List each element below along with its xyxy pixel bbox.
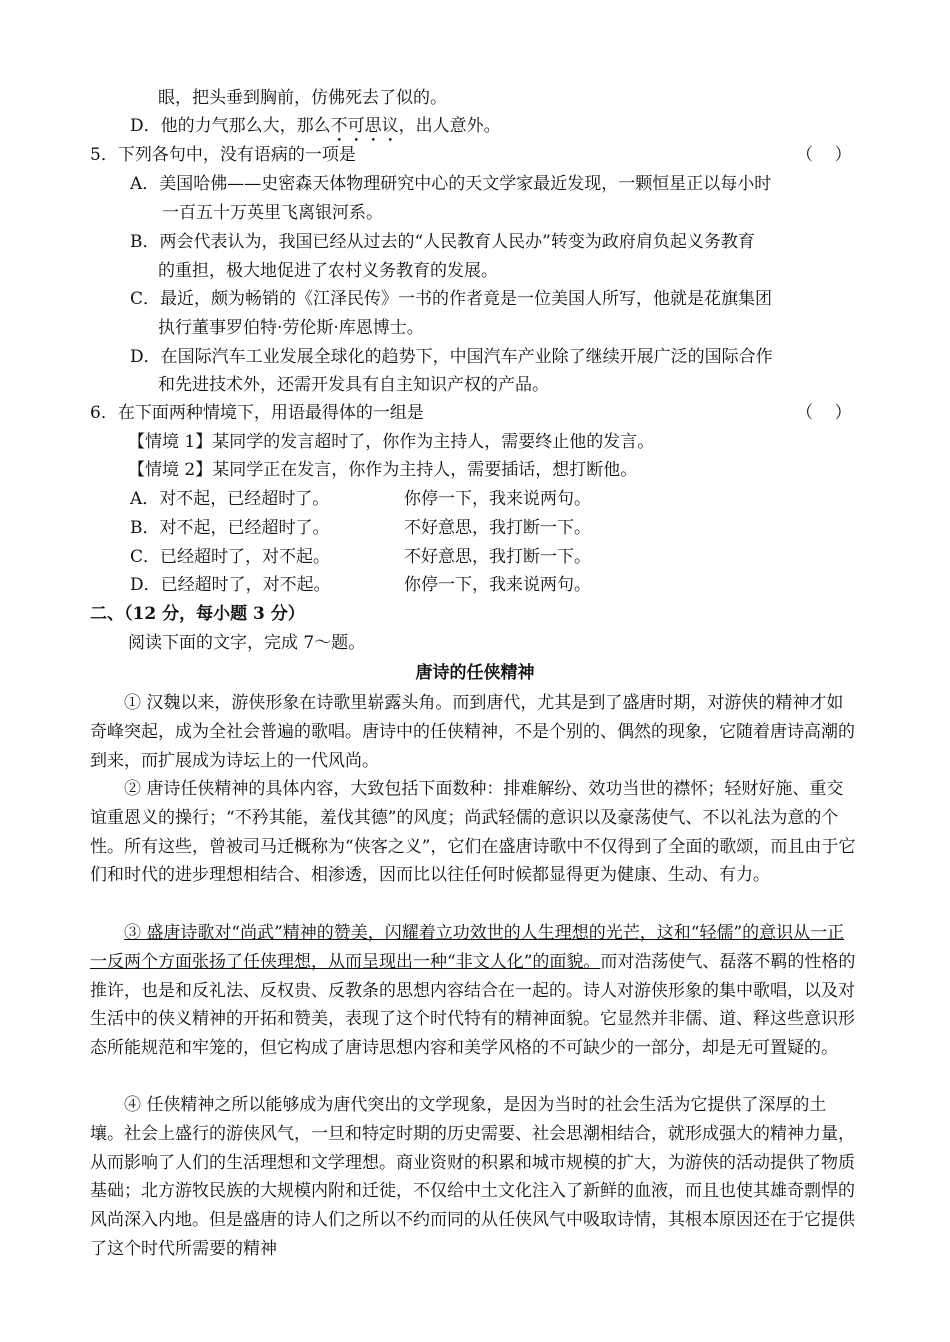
passage-paragraph-3-rest: 而对浩荡使气、磊落不羁的性格的推许，也是和反礼法、反权贵、反教条的思想内容结合在一起的。诗人对游侠形象的集中歌唱，以及对生活中的侠义精神的开拓和赞美，表现了这个时代特有的精神面貌。它显然并非儒、道、释这些意识形态所能规范和牢笼的，但它构成了唐诗思想内容和美学风格的不可缺少的一部分，却是无可置疑的。: [90, 951, 856, 1059]
section-2-heading: 二、（12 分，每小题 3 分）: [90, 604, 305, 624]
q6-context-1: 【情境 1】某同学的发言超时了，你作为主持人，需要终止他的发言。: [128, 432, 655, 452]
q5-option-c-line2: 执行董事罗伯特·劳伦斯·库恩博士。: [158, 318, 424, 338]
q6-context-2: 【情境 2】某同学正在发言，你作为主持人，需要插话，想打断他。: [128, 460, 638, 480]
q4-dotted-phrase: 不可思议: [330, 116, 399, 136]
q4-continuation-line: 眼，把头垂到胸前，仿佛死去了似的。: [158, 88, 447, 108]
q4-option-d-post: ，出人意外。: [398, 116, 501, 136]
q6-option-a-left: A．对不起，已经超时了。: [130, 489, 330, 509]
q6-option-b-left: B．对不起，已经超时了。: [130, 518, 330, 538]
q5-answer-bracket[interactable]: （ ）: [796, 145, 852, 165]
passage-paragraph-4: ④ 任侠精神之所以能够成为唐代突出的文学现象，是因为当时的社会生活为它提供了深厚的土壤。社会上盛行的游侠风气，一旦和特定时期的历史需要、社会思潮相结合，就形成强大的精神力量，从而影响了人们的生活理想和文学理想。商业资财的积累和城市规模的扩大，为游侠的活动提供了物质基础；北方游牧民族的大规模内附和迁徙，不仅给中土文化注入了新鲜的血液，而且也使其雄奇剽悍的风尚深入内地。但是盛唐的诗人们之所以不约而同的从任侠风气中吸取诗情，其根本原因还在于它提供了这个时代所需要的精神: [90, 1095, 855, 1259]
q6-option-c: [130, 545, 830, 569]
section-2-instruction: 阅读下面的文字，完成 7～题。: [128, 633, 366, 653]
q4-option-d: [130, 114, 501, 146]
q6-option-a: [130, 487, 830, 511]
q5-option-b-line1: B．两会代表认为，我国已经从过去的“人民教育人民办”转变为政府肩负起义务教育: [130, 232, 755, 252]
passage-paragraph-1: ① 汉魏以来，游侠形象在诗歌里崭露头角。而到唐代，尤其是到了盛唐时期，对游侠的精神才如奇峰突起，成为全社会普遍的歌唱。唐诗中的任侠精神，不是个别的、偶然的现象，它随着唐诗高潮的到来，而扩展成为诗坛上的一代风尚。: [90, 693, 855, 771]
q6-answer-bracket[interactable]: （ ）: [796, 403, 852, 423]
q6-option-d-right: 你停一下，我来说两句。: [404, 575, 591, 595]
q6-option-d-left: D．已经超时了，对不起。: [130, 575, 331, 595]
q5-option-a-line2: 一百五十万英里飞离银河系。: [162, 203, 383, 223]
q6-option-c-right: 不好意思，我打断一下。: [404, 547, 591, 567]
q6-option-b: [130, 516, 830, 540]
q6-option-d: [130, 573, 830, 597]
q4-option-d-pre: 他的力气那么大，那么: [160, 116, 331, 136]
underlined-sentence: ③ 盛唐诗歌对“尚武”精神的赞美，闪耀着立功效世的人生理想的光芒，这和“轻儒”的意识从一正一反两个方面张扬了任侠理想，从而呈现出一种“非文人化”的面貌。: [90, 923, 845, 972]
q5-stem: 5．下列各句中，没有语病的一项是: [90, 145, 356, 165]
q5-option-a-line1: A．美国哈佛——史密森天体物理研究中心的天文学家最近发现，一颗恒星正以每小时: [130, 174, 772, 194]
passage-paragraph-3: [90, 919, 860, 1063]
q4-option-d-label: D．: [130, 116, 161, 136]
q5-option-d-line1: D．在国际汽车工业发展全球化的趋势下，中国汽车产业除了继续开展广泛的国际合作: [130, 347, 773, 367]
passage-title: 唐诗的任侠精神: [415, 663, 535, 683]
q6-stem: 6．在下面两种情境下，用语最得体的一组是: [90, 403, 424, 423]
q6-option-b-right: 不好意思，我打断一下。: [404, 518, 591, 538]
q6-option-c-left: C．已经超时了，对不起。: [130, 547, 331, 567]
passage-paragraph-2: ② 唐诗任侠精神的具体内容，大致包括下面数种：排难解纷、效功当世的襟怀；轻财好施、重交谊重恩义的操行；“不矜其能，羞伐其德”的风度；尚武轻儒的意识以及豪荡使气、不以礼法为意的个性。所有这些，曾被司马迁概称为“侠客之义”，它们在盛唐诗歌中不仅得到了全面的歌颂，而且由于它们和时代的进步理想相结合、相渗透，因而比以往任何时候都显得更为健康、生动、有力。: [90, 779, 856, 886]
q5-option-b-line2: 的重担，极大地促进了农村义务教育的发展。: [158, 261, 498, 281]
q5-option-c-line1: C．最近，颇为畅销的《江泽民传》一书的作者竟是一位美国人所写，他就是花旗集团: [130, 289, 773, 309]
q5-option-d-line2: 和先进技术外，还需开发具有自主知识产权的产品。: [158, 375, 549, 395]
q6-option-a-right: 你停一下，我来说两句。: [404, 489, 591, 509]
